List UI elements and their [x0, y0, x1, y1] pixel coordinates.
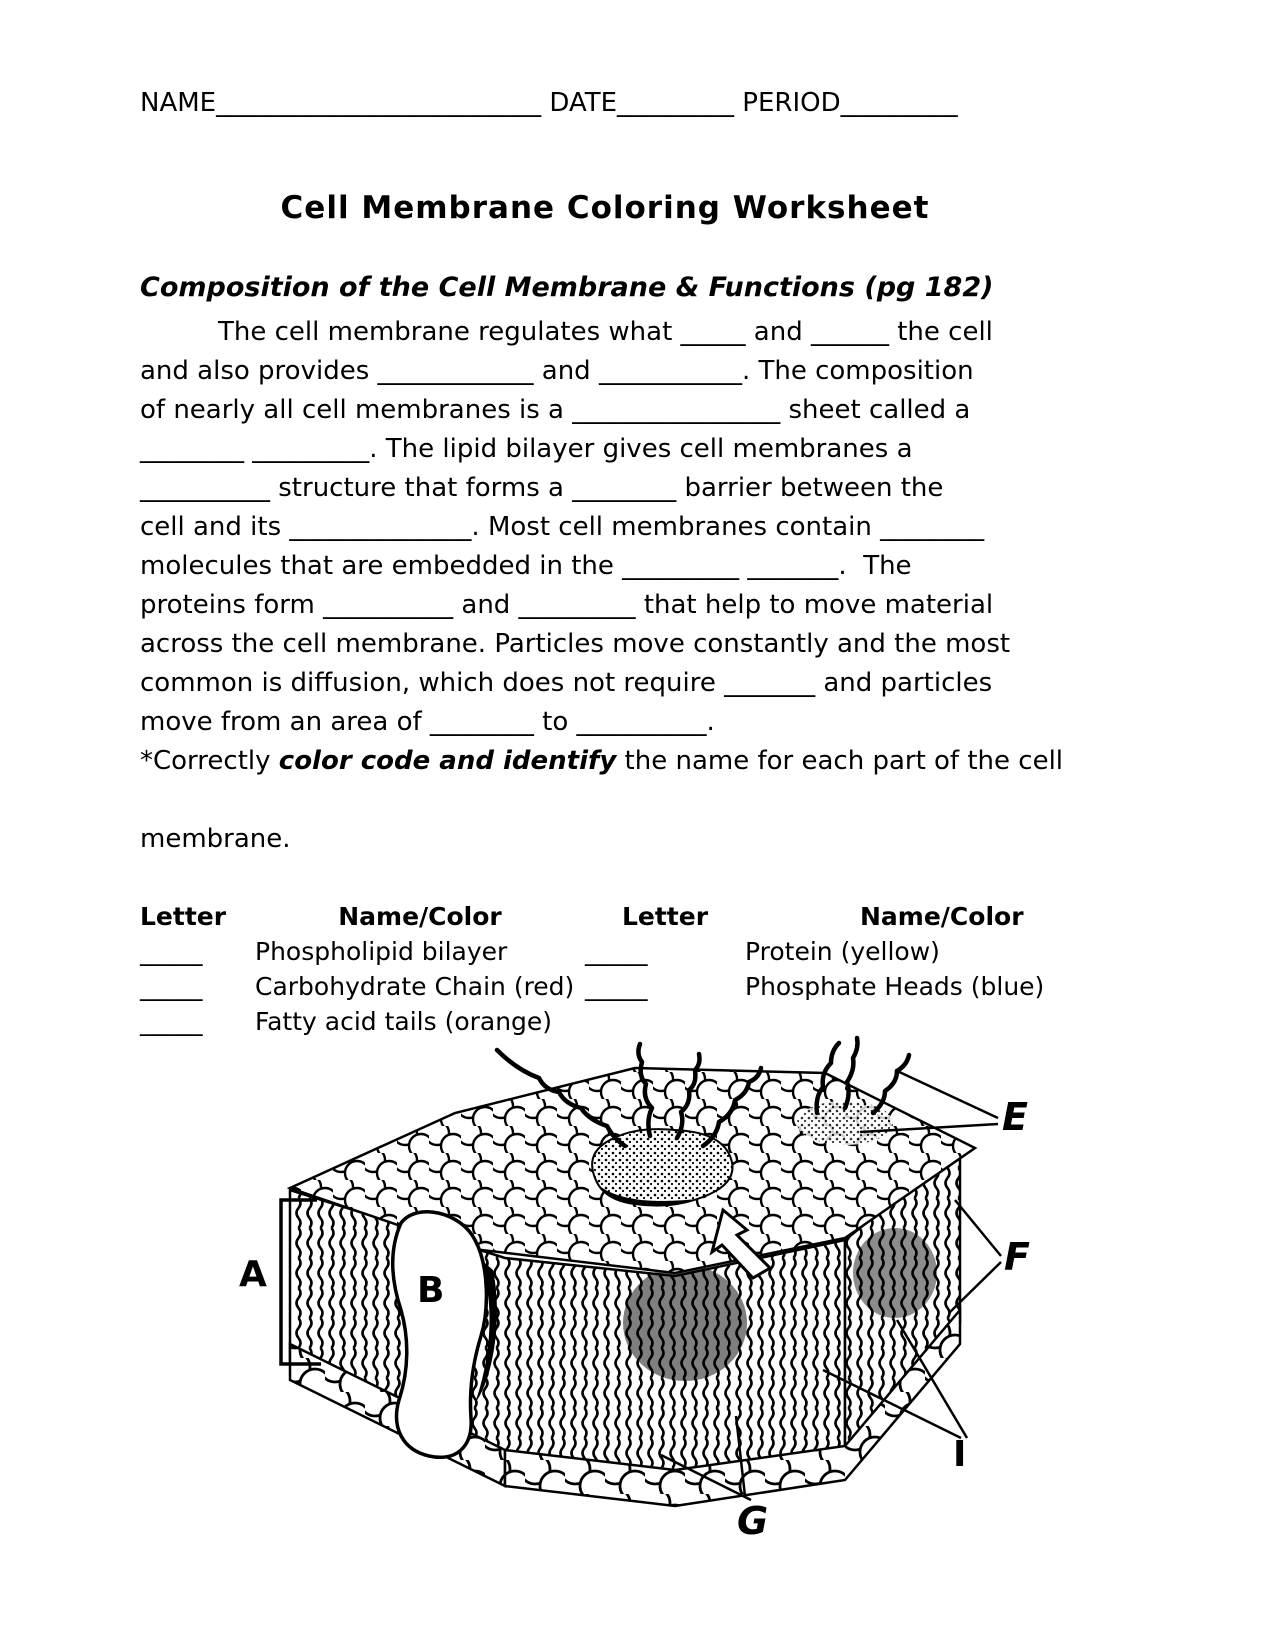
paragraph-line: __________ structure that forms a ________ barrier between the: [140, 473, 944, 503]
name-label: NAME: [140, 88, 217, 118]
instruction-line: [140, 742, 1070, 820]
diagram-label-f: F: [1004, 1235, 1030, 1279]
name-date-period-line: [140, 88, 1070, 148]
paragraph-line: molecules that are embedded in the _________ _______. The: [140, 551, 912, 581]
key-item-label: Phosphate Heads (blue): [745, 972, 1045, 1001]
letter-blank: _____: [585, 937, 648, 966]
key-item-label: Phospholipid bilayer: [255, 937, 508, 966]
paragraph-line: common is diffusion, which does not require _______ and particles: [140, 668, 993, 698]
column-header-name-color: Name/Color: [338, 902, 502, 931]
paragraph-line: cell and its ______________. Most cell membranes contain ________: [140, 512, 985, 542]
name-blank: _________________________: [216, 88, 542, 118]
fill-in-paragraph: [140, 313, 1070, 859]
letter-blank: _____: [140, 937, 203, 966]
diagram-label-g: G: [737, 1499, 769, 1543]
date-blank: _________: [617, 88, 735, 118]
letter-blank: _____: [585, 972, 648, 1001]
instruction-suffix: the name for each part of the cell: [616, 746, 1064, 776]
key-item-label: Fatty acid tails (orange): [255, 1007, 553, 1036]
instruction-emphasis: color code and identify: [278, 746, 617, 776]
paragraph-line: of nearly all cell membranes is a ________________ sheet called a: [140, 395, 971, 425]
paragraph-line: move from an area of ________ to __________.: [140, 707, 715, 737]
shading-patch: [623, 1265, 747, 1381]
shading-patch: [853, 1228, 937, 1318]
instruction-prefix: *Correctly: [140, 746, 279, 776]
column-header-letter: Letter: [621, 902, 709, 931]
diagram-label-e: E: [1002, 1095, 1028, 1139]
paragraph-line: ________ _________. The lipid bilayer gives cell membranes a: [140, 434, 913, 464]
key-item-label: Protein (yellow): [745, 937, 940, 966]
period-label: PERIOD: [742, 88, 841, 118]
diagram-label-i: I: [953, 1434, 967, 1475]
paragraph-line: across the cell membrane. Particles move constantly and the most: [140, 629, 1011, 659]
period-blank: _________: [840, 88, 958, 118]
paragraph-line: The cell membrane regulates what _____ and ______ the cell: [218, 317, 993, 347]
page-title: Cell Membrane Coloring Worksheet: [280, 190, 930, 226]
section-heading: Composition of the Cell Membrane & Functions (pg 182): [140, 272, 994, 303]
column-header-name-color: Name/Color: [860, 902, 1024, 931]
worksheet-content: [140, 0, 1070, 1039]
instruction-line-2: membrane.: [140, 824, 291, 854]
diagram-label-b: B: [417, 1270, 445, 1311]
date-label: DATE: [549, 88, 618, 118]
key-item-label: Carbohydrate Chain (red): [255, 972, 575, 1001]
paragraph-line: proteins form __________ and _________ that help to move material: [140, 590, 994, 620]
cell-membrane-diagram: [205, 1018, 1055, 1593]
letter-blank: _____: [140, 1007, 203, 1036]
letter-blank: _____: [140, 972, 203, 1001]
column-header-letter: Letter: [140, 902, 227, 931]
paragraph-line: and also provides ____________ and ___________. The composition: [140, 356, 974, 386]
diagram-label-a: A: [239, 1254, 267, 1295]
